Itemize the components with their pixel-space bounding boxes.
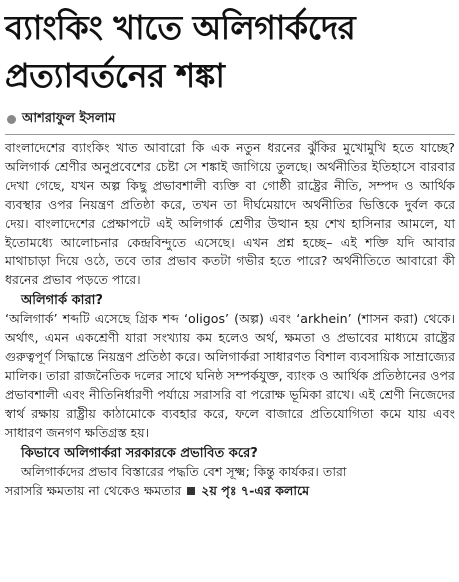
subhead-how-influence: কিভাবে অলিগার্করা সরকারকে প্রভাবিত করে? bbox=[21, 445, 258, 461]
paragraph-methods: অলিগার্কদের প্রভাব বিস্তারের পদ্ধতি বেশ সূক্ষ্ম; কিন্তু কার্যকর। তারা bbox=[21, 463, 347, 479]
byline bbox=[5, 110, 455, 128]
paragraph-intro: বাংলাদেশের ব্যাংকিং খাত আবারো কি এক নতুন ধরনের ঝুঁকির মুখোমুখি হতে যাচ্ছে? অলিগার্ক শ্রেণীর অনুপ্রবেশের চেষ্টা সে শঙ্কাই জাগিয়ে তুলছে। অর্থনীতির ইতিহাসে বারবার দেখা গেছে, যখন অল্প কিছু প্রভাবশালী ব্যক্তি বা গোষ্ঠী রাষ্ট্রের নীতি, সম্পদ ও আর্থিক ব্যবস্থার ওপর নিয়ন্ত্রণ প্রতিষ্ঠা করে, তখন তা দীর্ঘমেয়াদে অর্থনীতির ভিত্তিকে দুর্বল করে দেয়। বাংলাদেশের প্রেক্ষাপটে এই অলিগার্ক শ্রেণীর উত্থান হয় শেখ হাসিনার আমলে, যা ইতোমধ্যে আলোচনার কেন্দ্রবিন্দুতে এসেছে। এখন প্রশ্ন হচ্ছে– এই শক্তি যদি আবার মাথাচাড়া দিয়ে ওঠে, তবে তার প্রভাব কতটা গভীর হতে পারে? অর্থনীতিতে আবারো কী ধরনের প্রভাব পড়তে পারে। bbox=[5, 140, 455, 288]
author-name: আশরাফুল ইসলাম bbox=[22, 110, 116, 126]
gray-circle-bullet-icon bbox=[7, 115, 16, 124]
headline-line-1: ব্যাংকিং খাতে অলিগার্কদের bbox=[5, 8, 356, 47]
paragraph-definition: ‘অলিগার্ক’ শব্দটি এসেছে গ্রিক শব্দ ‘oligos’ (অল্প) এবং ‘arkhein’ (শাসন করা) থেকে। অর্থাৎ, এমন একশ্রেণী যারা সংখ্যায় কম হলেও অর্থ, ক্ষমতা ও প্রভাবের মাধ্যমে রাষ্ট্রের গুরুত্বপূর্ণ সিদ্ধান্তে নিয়ন্ত্রণ প্রতিষ্ঠা করে। অলিগার্করা সাধারণত বিশাল ব্যবসায়িক সাম্রাজ্যের মালিক। তারা রাজনৈতিক দলের সাথে ঘনিষ্ঠ সম্পর্কযুক্ত, ব্যাংক ও আর্থিক প্রতিষ্ঠানের ওপর প্রভাবশালী এবং নীতিনির্ধারণী পর্যায়ে সরাসরি বা পরোক্ষ ভূমিকা রাখে। এই শ্রেণী নিজেদের স্বার্থ রক্ষায় রাষ্ট্রীয় কাঠামোকে ব্যবহার করে, ফলে বাজারে প্রতিযোগিতা কমে যায় এবং সাধারণ জনগণ ক্ষতিগ্রস্ত হয়। bbox=[5, 311, 455, 440]
divider bbox=[5, 134, 455, 135]
article-body bbox=[5, 139, 455, 500]
black-square-icon bbox=[187, 487, 195, 495]
subhead-who-are-oligarchs: অলিগার্ক কারা? bbox=[21, 293, 103, 309]
headline-line-2: প্রত্যাবর্তনের শঙ্কা bbox=[5, 56, 225, 95]
continuation-line bbox=[5, 482, 455, 501]
paragraph-methods-end: সরাসরি ক্ষমতায় না থেকেও ক্ষমতার bbox=[5, 482, 182, 498]
continued-on-page: ২য় পৃঃ ৭-এর কলামে bbox=[201, 482, 310, 498]
article-headline bbox=[5, 4, 455, 100]
